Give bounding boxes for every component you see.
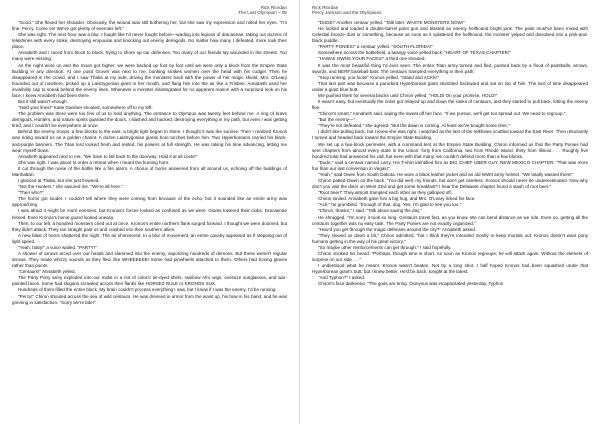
paragraph: "They slowed us down a bit," Chiron admitted, "but I think they're intended mostly to keep mortals out. Kronos doesn't want puny humans getting in the way of his great victory." [312,232,588,244]
paragraph: "DUDE!" Another centaur yelled. "Talk later. WASTE MONSTERS NOW!" [318,20,465,25]
paragraph: "They're not defeated," she agreed. "But the dawn is coming. At least we've bought some time." [318,123,510,129]
paragraph: We pushed them for several blocks until Chiron yelled, "HOLD! On your promise, HOLD!" [318,92,498,98]
paragraph: "But the enemy—" [318,117,356,123]
paragraph: She was right. The next hour was a blur. I fought like I'd never fought before—wading into legions of dracaenae, taking out dozens of telekhines with every strike, destroying empousai and knocking out enemy demigods. No matter how many I defeated, more took their place. [12,32,287,50]
header-author: Rick Riordan [260,5,287,10]
paragraph: "Ack," he grumbled. "Enough of that, dog. Yes, I'm glad to see you too." [318,202,462,208]
header-book-title: The Last Olympian ~ 05 [238,10,287,16]
paragraph: Annabeth and I raced from block to block, trying to shore up our defenses. Too many of our friends lay wounded in the streets. Too many were missing. [12,50,287,62]
right-page [300,0,600,424]
paragraph: Chiron stroked his beard. "Perhaps, though time is short. As soon as Kronos regroups, he will attack again. Without the element of surprise on our side . . ." [312,250,588,263]
paragraph: He shrugged. "I'm sorry it took so long. Centaurs travel fast, as you know. We can bend distance as we ride. Even so, getting all the centaurs together was no easy task. The Party Ponies are not exactly organized." [312,214,588,226]
paragraph: "Centaurs!" Annabeth yelled. [18,269,76,275]
paragraph: Hundreds of them filled the entire block. My brain couldn't process everything I saw, but I knew if I was the enemy, I'd be running. [18,287,277,293]
paragraph: The problem was there were too few of us to hold anything. The entrance to Olympus was twenty feet behind me. A ring of brave demigods, Hunters, and nature spirits guarded the doors. I slashed and hacked, destroying everything in my path, but even I was getting tired, and I couldn't be everywhere at once. [12,111,287,129]
paragraph: The horns got louder. I couldn't tell where they were coming from because of the echo, but it sounded like an entire army was approaching. [12,196,287,208]
header-author: Rick Riordan [312,5,339,10]
paragraph: I understood what he meant. Kronos wasn't beaten. Not by a long shot. I half hoped Kronos had been squashed under that Hyperborean giant's butt, but I knew better. He'd be back, tonight at the latest. [312,263,588,275]
paragraph: But it still wasn't enough. [18,99,68,105]
paragraph: "PARTY PONIES!" a centaur yelled. "SOUTH FLORIDA!" [318,44,433,50]
paragraph: "And Typhon?" I asked. [318,275,366,281]
paragraph: A shower of arrows arced over our heads and slammed into the enemy, vaporizing hundreds of demons. But these weren't regular arrows. They made whizzy sounds as they flew, like WHEEEEEE! Some had pinwheels attached to them. Others had boxing gloves rather than points. [12,250,287,269]
paragraph: "Good." She flexed her shoulder. Obviously, the wound was still bothering her, but she saw my expression and rolled her eyes. "I'm fine, Percy. Come on! We've got plenty of enemies left." [12,20,287,32]
paragraph: Annabeth appeared next to me. "We have to fall back to the doorway. Hold it at all costs!" [18,153,198,159]
paragraph: "How'd you get through the magic defenses around the city?" Annabeth asked. [318,226,477,232]
paragraph: I didn't like pulling back, but I knew she was right. I watched as the last of the telkhines scuttled toward the East River. Then reluctantly I turned and headed back toward the Empire State Building. [312,129,588,141]
paragraph: Chiron's face darkened. "The gods are tiring. Dionysus was incapacitated yesterday. Typhon [318,281,504,287]
paragraph: Chiron smiled. Annabeth gave him a big hug, and Mrs. O'Leary licked his face. [318,196,476,202]
paragraph: Somewhere across the battlefield, a twangy voice yelled back, "HEART OF TEXAS CHAPTER!" [318,50,511,56]
paragraph: It wasn't easy, but eventually the order got relayed up and down the ranks of centaurs, and they started to pull back, letting the enemy flee. [312,99,588,111]
paragraph: It was the most beautiful thing I'd ever seen. The entire Titan army turned and fled, pushed back by a flood of paintballs, arrows, swords, and NERF baseball bats. The centaurs trampled everything in their path. [312,62,588,74]
paragraph: That last part was because a panicked Hyperborean giant stumbled backward and sat on top of him. The lord of time disappeared under a giant blue butt. [312,80,588,92]
paragraph: The Party Pony army exploded into our midst in a riot of colors: tie-dyed shirts, rainbow Afro wigs, oversize sunglasses, and war-painted faces. Some had slogans scrawled across their flanks like HORSEZ RULE or KRONOS SUX. [12,275,287,287]
paragraph: I was afraid it might be more enemies, but Kronos's forces looked as confused as we were. Giants lowered their clubs. Dracaenae hissed. Even Kronos's honor guard looked uneasy. [12,208,287,220]
paragraph: Behind the enemy troops, a few blocks to the east, a bright light began to shine. I thought it was the sunrise. Then I realized Kronos was riding toward us on a golden chariot. A dozen Laistrygonian giants bore torches before him. Two Hyperboreans carried his black-and-purple banners. The Titan lord looked fresh and rested, his powers at full strength. He was taking his time advancing, letting me wear myself down. [12,129,287,153]
paragraph: "So maybe other reinforcements can get through," I said hopefully. [318,244,452,250]
left-page-header [12,5,287,17]
right-page-body [312,20,588,287]
paragraph: "HAWAII OWNS YOUR FACES!" a third one shouted. [318,56,426,62]
header-book-title: Percy Jackson and the Olympians [312,10,382,16]
paragraph: "Hold your lines!" Katie Gardner shouted, somewhere off to my left. [18,105,153,111]
paragraph: He locked and loaded a double-barrel paint gun and blasted an enemy hellhound bright pink. The paint must've been mixed with Celestial bronze dust or something, because as soon as it splattered the hellhound, the monster yelped and dissolved into a pink-and-black puddle. [312,26,588,44]
paragraph: "Chiron's smart," Annabeth said, wiping the sweat off her face. "If we pursue, we'll get too spread out. We need to regroup." [318,111,566,117]
paragraph: "Root beer!" They almost trampled each other as they galloped off. [318,190,452,196]
paragraph: As the night wore on and the moon got higher, we were backed up foot by foot until we were only a block from the Empire State Building in any direction. At one point Grover was next to me, bonking snakes women over the head with his cudgel. Then he disappeared in the crowd, and I saw Thalia at my side, driving the monsters back with the power of her magic shield. Mrs. O'Leary bounded out of nowhere, picked up a Laistrygonian giant in her mouth, and flung him into the air like a Frisbee. Annabeth used her invisibility cap to sneak behind the enemy lines. Whenever a monster disintegrated for no apparent reason with a surprised look on his face, I knew Annabeth had been there. [12,62,287,98]
paragraph: We set up a two-block perimeter, with a command tent at the Empire State Building. Chiron informed us that the Party Ponies had sent chapters from almost every state in the Union: forty from California, two from Rhode Island, thirty from Illinois . . . Roughly five hundred total had answered his call, but even with that many, we couldn't defend more than a few blocks. [312,141,588,159]
paragraph: "Dude," said a centaur named Larry. His T-shirt identified him as BIG CHIEF UBER GUY, NEW MEXICO CHAPTER. "That was more fun than our last convention in Vegas!" [312,159,588,171]
paragraph: "Percy!" Chiron shouted across the sea of wild centaurs. He was dressed in armor from the waist up, his bow in his hand, and he was grinning in satisfaction. "Sorry we're late!" [12,293,287,305]
paragraph: Then, to our left, a hundred monsters cried out at once. Kronos's entire northern flank surged forward. I thought we were doomed, but they didn't attack. They ran straight past us and crashed into their southern allies. [12,220,287,232]
paragraph: Chiron patted Owen on the back. "You did well, my friends, but don't get careless. Kronos should never be underestimated. Now why don't you visit the diner on West 33rd and get some breakfast? I hear the Delaware chapter found a stash of root beer." [312,178,588,190]
paragraph: It cut through the noise of the battle like a fire alarm. A chorus of horns answered from all around us, echoing off the buildings of Manhattan. [12,165,287,177]
paragraph: "Yeah," said Owen from South Dakota. He wore a black leather jacket and an old WWII army helmet. "We totally wasted them!" [318,171,574,177]
paragraph: "Stop running, you fools!" Kronos yelled. "Stand and ACKK!" [318,74,439,80]
paragraph: She was right. I was about to order a retreat when I heard the hunting horn. [18,159,170,165]
paragraph: "Chiron, thanks," I said. "Talk about saving the day." [318,208,422,214]
right-page-header [312,5,588,17]
paragraph: "Then who?" [18,190,44,196]
paragraph: I glanced at Thalia, but she just frowned. [18,178,100,184]
paragraph: "Not the Hunters," she assured me. "We're all here." [18,184,123,190]
paragraph: "Yeah, baby!" a voice wailed. "PARTY!" [18,244,97,250]
left-page-body [12,20,287,306]
paragraph: A new blast of horns shattered the night. The air shimmered. In a blur of movement, an entire cavalry appeared as if stepping out of light speed. [12,232,287,244]
